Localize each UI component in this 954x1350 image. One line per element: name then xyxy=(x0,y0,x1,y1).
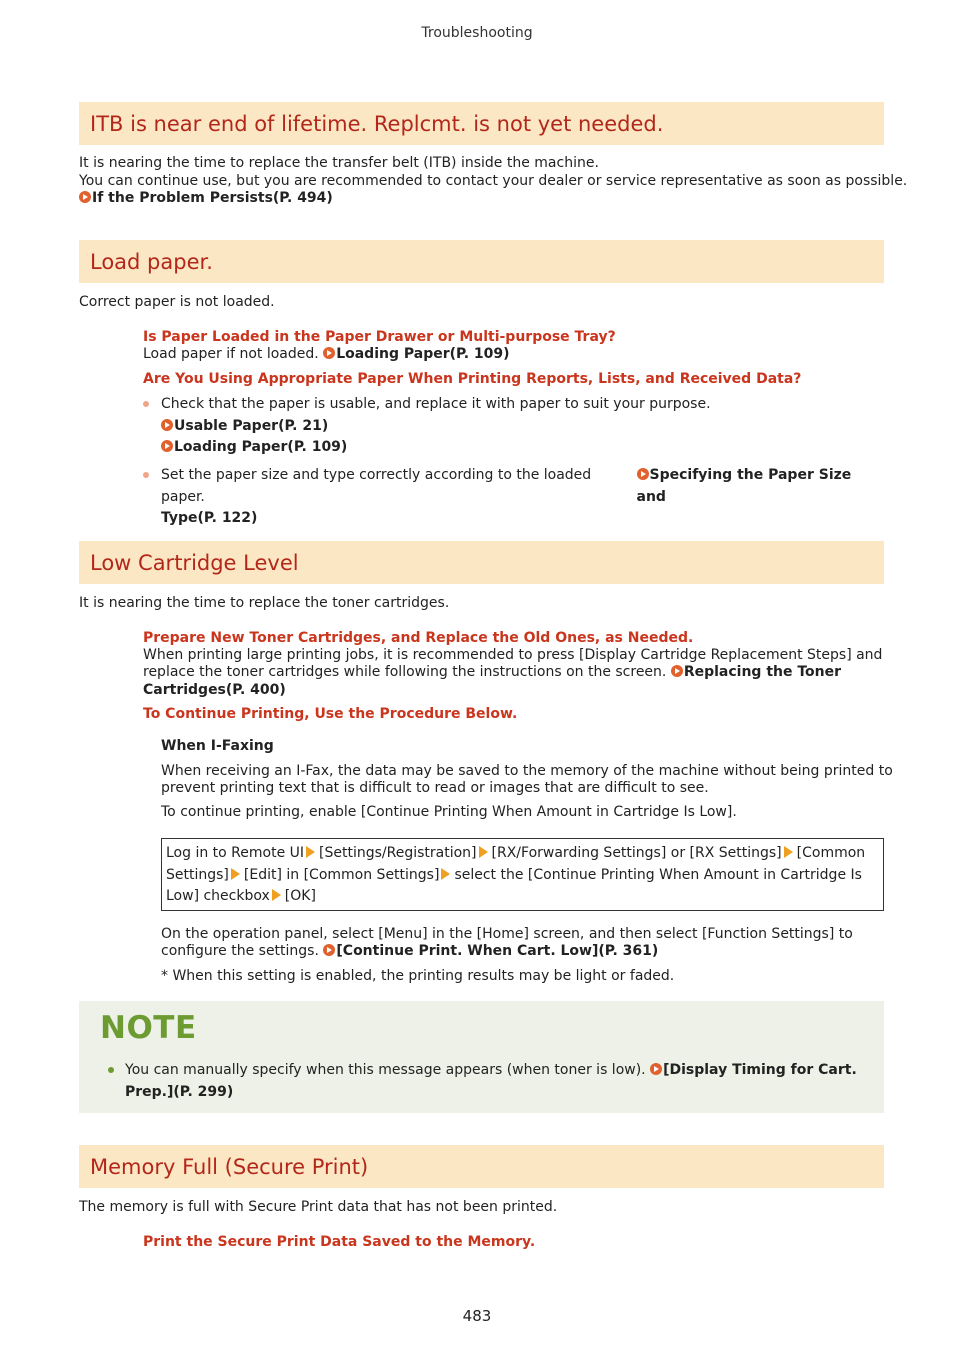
link-label: Usable Paper(P. 21) xyxy=(174,417,329,434)
text: Set the paper size and type correctly according to the loaded paper. xyxy=(161,467,592,505)
step: [Edit] in [Common Settings] xyxy=(243,866,440,883)
link-arrow-icon xyxy=(323,347,335,359)
section-title: Low Cartridge Level xyxy=(90,550,299,575)
link-arrow-icon xyxy=(161,440,173,452)
link-label: Specifying the Paper Size and xyxy=(636,467,852,505)
paragraph: The memory is full with Secure Print data that has not been printed. xyxy=(79,1199,558,1215)
list-item xyxy=(161,465,884,530)
procedure-box xyxy=(161,838,884,911)
subheading: To Continue Printing, Use the Procedure Below. xyxy=(143,706,518,722)
step: Settings] xyxy=(166,866,229,883)
link-arrow-icon xyxy=(671,665,683,677)
loading-paper-link[interactable] xyxy=(323,346,509,362)
section-title: ITB is near end of lifetime. Replcmt. is not yet needed. xyxy=(90,111,664,136)
step-arrow-icon xyxy=(306,846,315,858)
step: [OK] xyxy=(284,888,316,904)
bullet-icon xyxy=(143,472,149,478)
paragraph xyxy=(161,943,658,961)
subheading: Prepare New Toner Cartridges, and Replace the Old Ones, as Needed. xyxy=(143,630,694,646)
paragraph xyxy=(143,664,841,682)
link-arrow-icon xyxy=(323,944,335,956)
text: Load paper if not loaded. xyxy=(143,346,319,362)
section-heading-load-paper xyxy=(79,240,884,283)
subheading: Print the Secure Print Data Saved to the Memory. xyxy=(143,1234,536,1250)
page-number: 483 xyxy=(462,1307,492,1325)
paragraph: When printing large printing jobs, it is recommended to press [Display Cartridge Replacement Steps] and xyxy=(143,647,883,663)
text: You can manually specify when this message appears (when toner is low). xyxy=(125,1062,646,1078)
step-arrow-icon xyxy=(441,868,450,880)
display-timing-link[interactable] xyxy=(650,1062,857,1078)
step: select the [Continue Printing When Amount in Cartridge Is xyxy=(454,866,862,883)
running-head: Troubleshooting xyxy=(421,25,533,41)
paragraph: It is nearing the time to replace the toner cartridges. xyxy=(79,595,450,611)
replacing-toner-link-cont[interactable]: Cartridges(P. 400) xyxy=(143,682,286,698)
subheading: Are You Using Appropriate Paper When Printing Reports, Lists, and Received Data? xyxy=(143,371,802,387)
footnote: * When this setting is enabled, the printing results may be light or faded. xyxy=(161,968,675,984)
section-title: Load paper. xyxy=(90,249,213,274)
paragraph: prevent printing text that is difficult to read or images that are difficult to see. xyxy=(161,780,709,796)
text: replace the toner cartridges while following the instructions on the screen. xyxy=(143,664,667,680)
procedure-line xyxy=(166,843,879,865)
link-label: Replacing the Toner xyxy=(683,664,842,680)
section-title: Memory Full (Secure Print) xyxy=(90,1154,369,1179)
step: [Common xyxy=(796,845,866,861)
section-heading-memory-full xyxy=(79,1145,884,1188)
paragraph xyxy=(143,346,510,364)
step-arrow-icon xyxy=(479,846,488,858)
section-heading-low-cartridge xyxy=(79,541,884,584)
step: Log in to Remote UI xyxy=(166,845,305,861)
link-label: If the Problem Persists(P. 494) xyxy=(92,190,333,206)
usable-paper-link[interactable] xyxy=(161,416,884,438)
step: [Settings/Registration] xyxy=(319,845,477,861)
step-arrow-icon xyxy=(231,868,240,880)
subheading: Is Paper Loaded in the Paper Drawer or Multi-purpose Tray? xyxy=(143,329,616,345)
paper-size-link[interactable] xyxy=(637,465,885,508)
paragraph: It is nearing the time to replace the transfer belt (ITB) inside the machine. xyxy=(79,155,599,171)
problem-persists-link[interactable] xyxy=(79,190,333,208)
paper-size-link-cont[interactable]: Type(P. 122) xyxy=(161,510,258,526)
paragraph: On the operation panel, select [Menu] in the [Home] screen, and then select [Function Settings] to xyxy=(161,926,853,942)
step-arrow-icon xyxy=(272,889,281,901)
text: Check that the paper is usable, and replace it with paper to suit your purpose. xyxy=(161,396,711,412)
bullet-icon xyxy=(108,1067,114,1073)
link-arrow-icon xyxy=(79,191,91,203)
display-timing-link-cont[interactable]: Prep.](P. 299) xyxy=(125,1083,234,1100)
procedure-line xyxy=(166,865,879,887)
replacing-toner-link[interactable] xyxy=(671,664,841,680)
link-arrow-icon xyxy=(637,468,649,480)
text: configure the settings. xyxy=(161,943,319,959)
step-arrow-icon xyxy=(784,846,793,858)
link-arrow-icon xyxy=(161,419,173,431)
step: [RX/Forwarding Settings] or [RX Settings] xyxy=(491,845,782,861)
link-label: [Display Timing for Cart. xyxy=(663,1062,857,1078)
link-label: Loading Paper(P. 109) xyxy=(174,439,348,455)
note-line xyxy=(125,1060,865,1082)
paragraph: Correct paper is not loaded. xyxy=(79,294,275,310)
loading-paper-link[interactable] xyxy=(161,437,884,459)
paragraph: When receiving an I-Fax, the data may be saved to the memory of the machine without being printed to xyxy=(161,763,893,779)
paragraph: To continue printing, enable [Continue Printing When Amount in Cartridge Is Low]. xyxy=(161,804,737,820)
note-title: NOTE xyxy=(100,1010,197,1046)
paragraph: You can continue use, but you are recommended to contact your dealer or service representative as soon as possible. xyxy=(79,173,908,189)
justified-line xyxy=(161,465,884,508)
section-heading-itb xyxy=(79,102,884,145)
step: Low] checkbox xyxy=(166,888,270,904)
link-arrow-icon xyxy=(650,1063,662,1075)
list-item xyxy=(161,394,884,459)
continue-print-link[interactable] xyxy=(323,943,658,959)
sub-subheading: When I-Faxing xyxy=(161,738,274,754)
bullet-icon xyxy=(143,401,149,407)
link-label: [Continue Print. When Cart. Low](P. 361) xyxy=(336,943,659,959)
procedure-line xyxy=(166,886,879,908)
note-item xyxy=(125,1060,865,1103)
link-label: Loading Paper(P. 109) xyxy=(336,346,510,362)
